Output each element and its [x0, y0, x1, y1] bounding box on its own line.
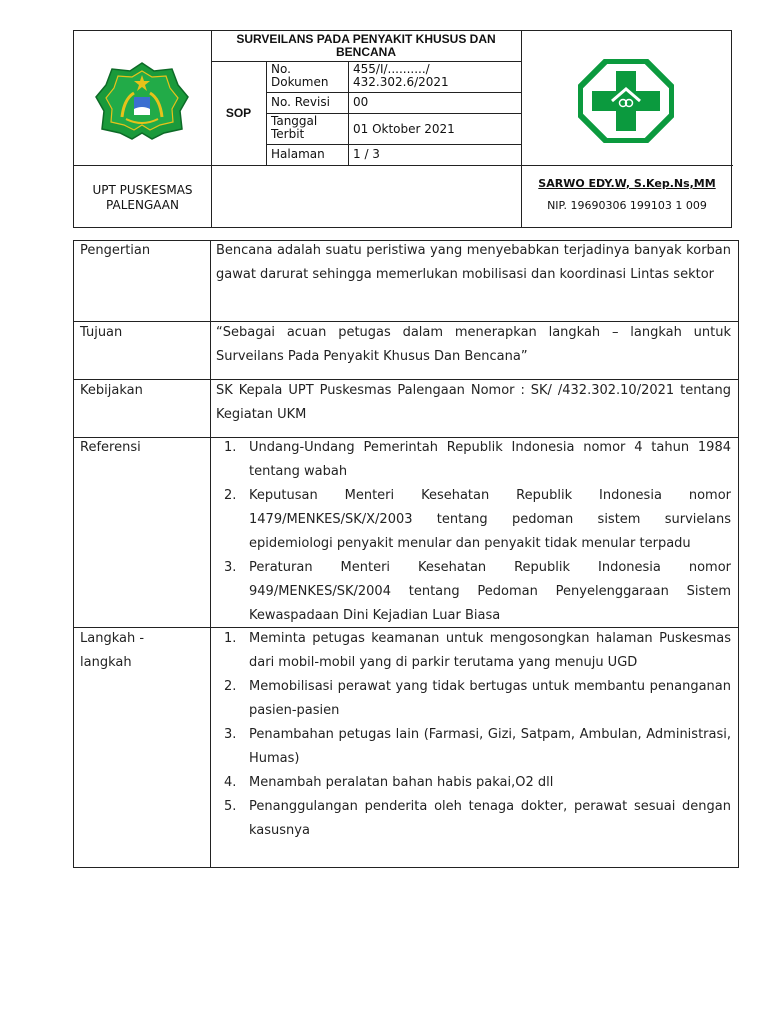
text-pengertian: Bencana adalah suatu peristiwa yang menyebabkan terjadinya banyak korban gawat darurat sehingga memerlukan mobilisasi dan koordinasi Lintas sektor [216, 243, 731, 282]
label-langkah: Langkah - langkah [80, 631, 145, 670]
field-value-no-revisi: 00 [353, 95, 369, 109]
list-item: 3. Peraturan Menteri Kesehatan Republik Indonesia nomor 949/MENKES/SK/2004 tentang Pedoman Penyelenggaraan Sistem Kewaspadaan Dini Kejadian Luar Biasa [224, 560, 731, 623]
regency-emblem-icon [94, 59, 190, 141]
langkah-list [216, 627, 731, 843]
document-title: SURVEILANS PADA PENYAKIT KHUSUS DAN BENCANA [236, 32, 496, 59]
list-item: 1. Undang-Undang Pemerintah Republik Indonesia nomor 4 tahun 1984 tentang wabah [224, 440, 731, 479]
field-label-tanggal-terbit: Tanggal Terbit [271, 114, 318, 141]
label-tujuan: Tujuan [80, 325, 123, 340]
field-label-no-revisi: No. Revisi [271, 95, 330, 109]
sop-label: SOP [225, 106, 252, 120]
label-pengertian: Pengertian [80, 243, 151, 258]
signer-name: SARWO EDY.W, S.Kep.Ns,MM [538, 177, 716, 190]
puskesmas-cross-icon [578, 59, 674, 143]
field-label-no-dokumen: No. Dokumen [271, 62, 329, 89]
referensi-list [216, 436, 731, 628]
list-item: 1. Meminta petugas keamanan untuk mengosongkan halaman Puskesmas dari mobil-mobil yang di parkir terutama yang menuju UGD [224, 631, 731, 670]
label-kebijakan: Kebijakan [80, 383, 143, 398]
field-value-tanggal-terbit: 01 Oktober 2021 [353, 122, 455, 136]
sop-content-table [73, 240, 739, 868]
sop-header-table [73, 30, 732, 228]
field-value-halaman: 1 / 3 [353, 147, 380, 161]
field-label-halaman: Halaman [271, 147, 325, 161]
list-item: 5. Penanggulangan penderita oleh tenaga dokter, perawat sesuai dengan kasusnya [224, 799, 731, 838]
signer-block [521, 166, 733, 229]
text-kebijakan: SK Kepala UPT Puskesmas Palengaan Nomor : SK/ /432.302.10/2021 tentang Kegiatan UKM [216, 383, 731, 422]
signer-nip: NIP. 19690306 199103 1 009 [547, 199, 707, 212]
list-item: 2. Memobilisasi perawat yang tidak bertugas untuk membantu penanganan pasien-pasien [224, 679, 731, 718]
organization-name: UPT PUSKESMAS PALENGAAN [92, 182, 193, 212]
field-value-no-dokumen: 455/I/........../ 432.302.6/2021 [353, 62, 449, 89]
label-referensi: Referensi [80, 440, 141, 455]
text-tujuan: “Sebagai acuan petugas dalam menerapkan langkah – langkah untuk Surveilans Pada Penyakit Khusus Dan Bencana” [216, 325, 731, 364]
list-item: 4. Menambah peralatan bahan habis pakai,O2 dll [224, 775, 554, 790]
list-item: 2. Keputusan Menteri Kesehatan Republik Indonesia nomor 1479/MENKES/SK/X/2003 tentang pedoman sistem survielans epidemiologi penyakit menular dan penyakit tidak menular terpadu [224, 488, 731, 551]
list-item: 3. Penambahan petugas lain (Farmasi, Gizi, Satpam, Ambulan, Administrasi, Humas) [224, 727, 731, 766]
